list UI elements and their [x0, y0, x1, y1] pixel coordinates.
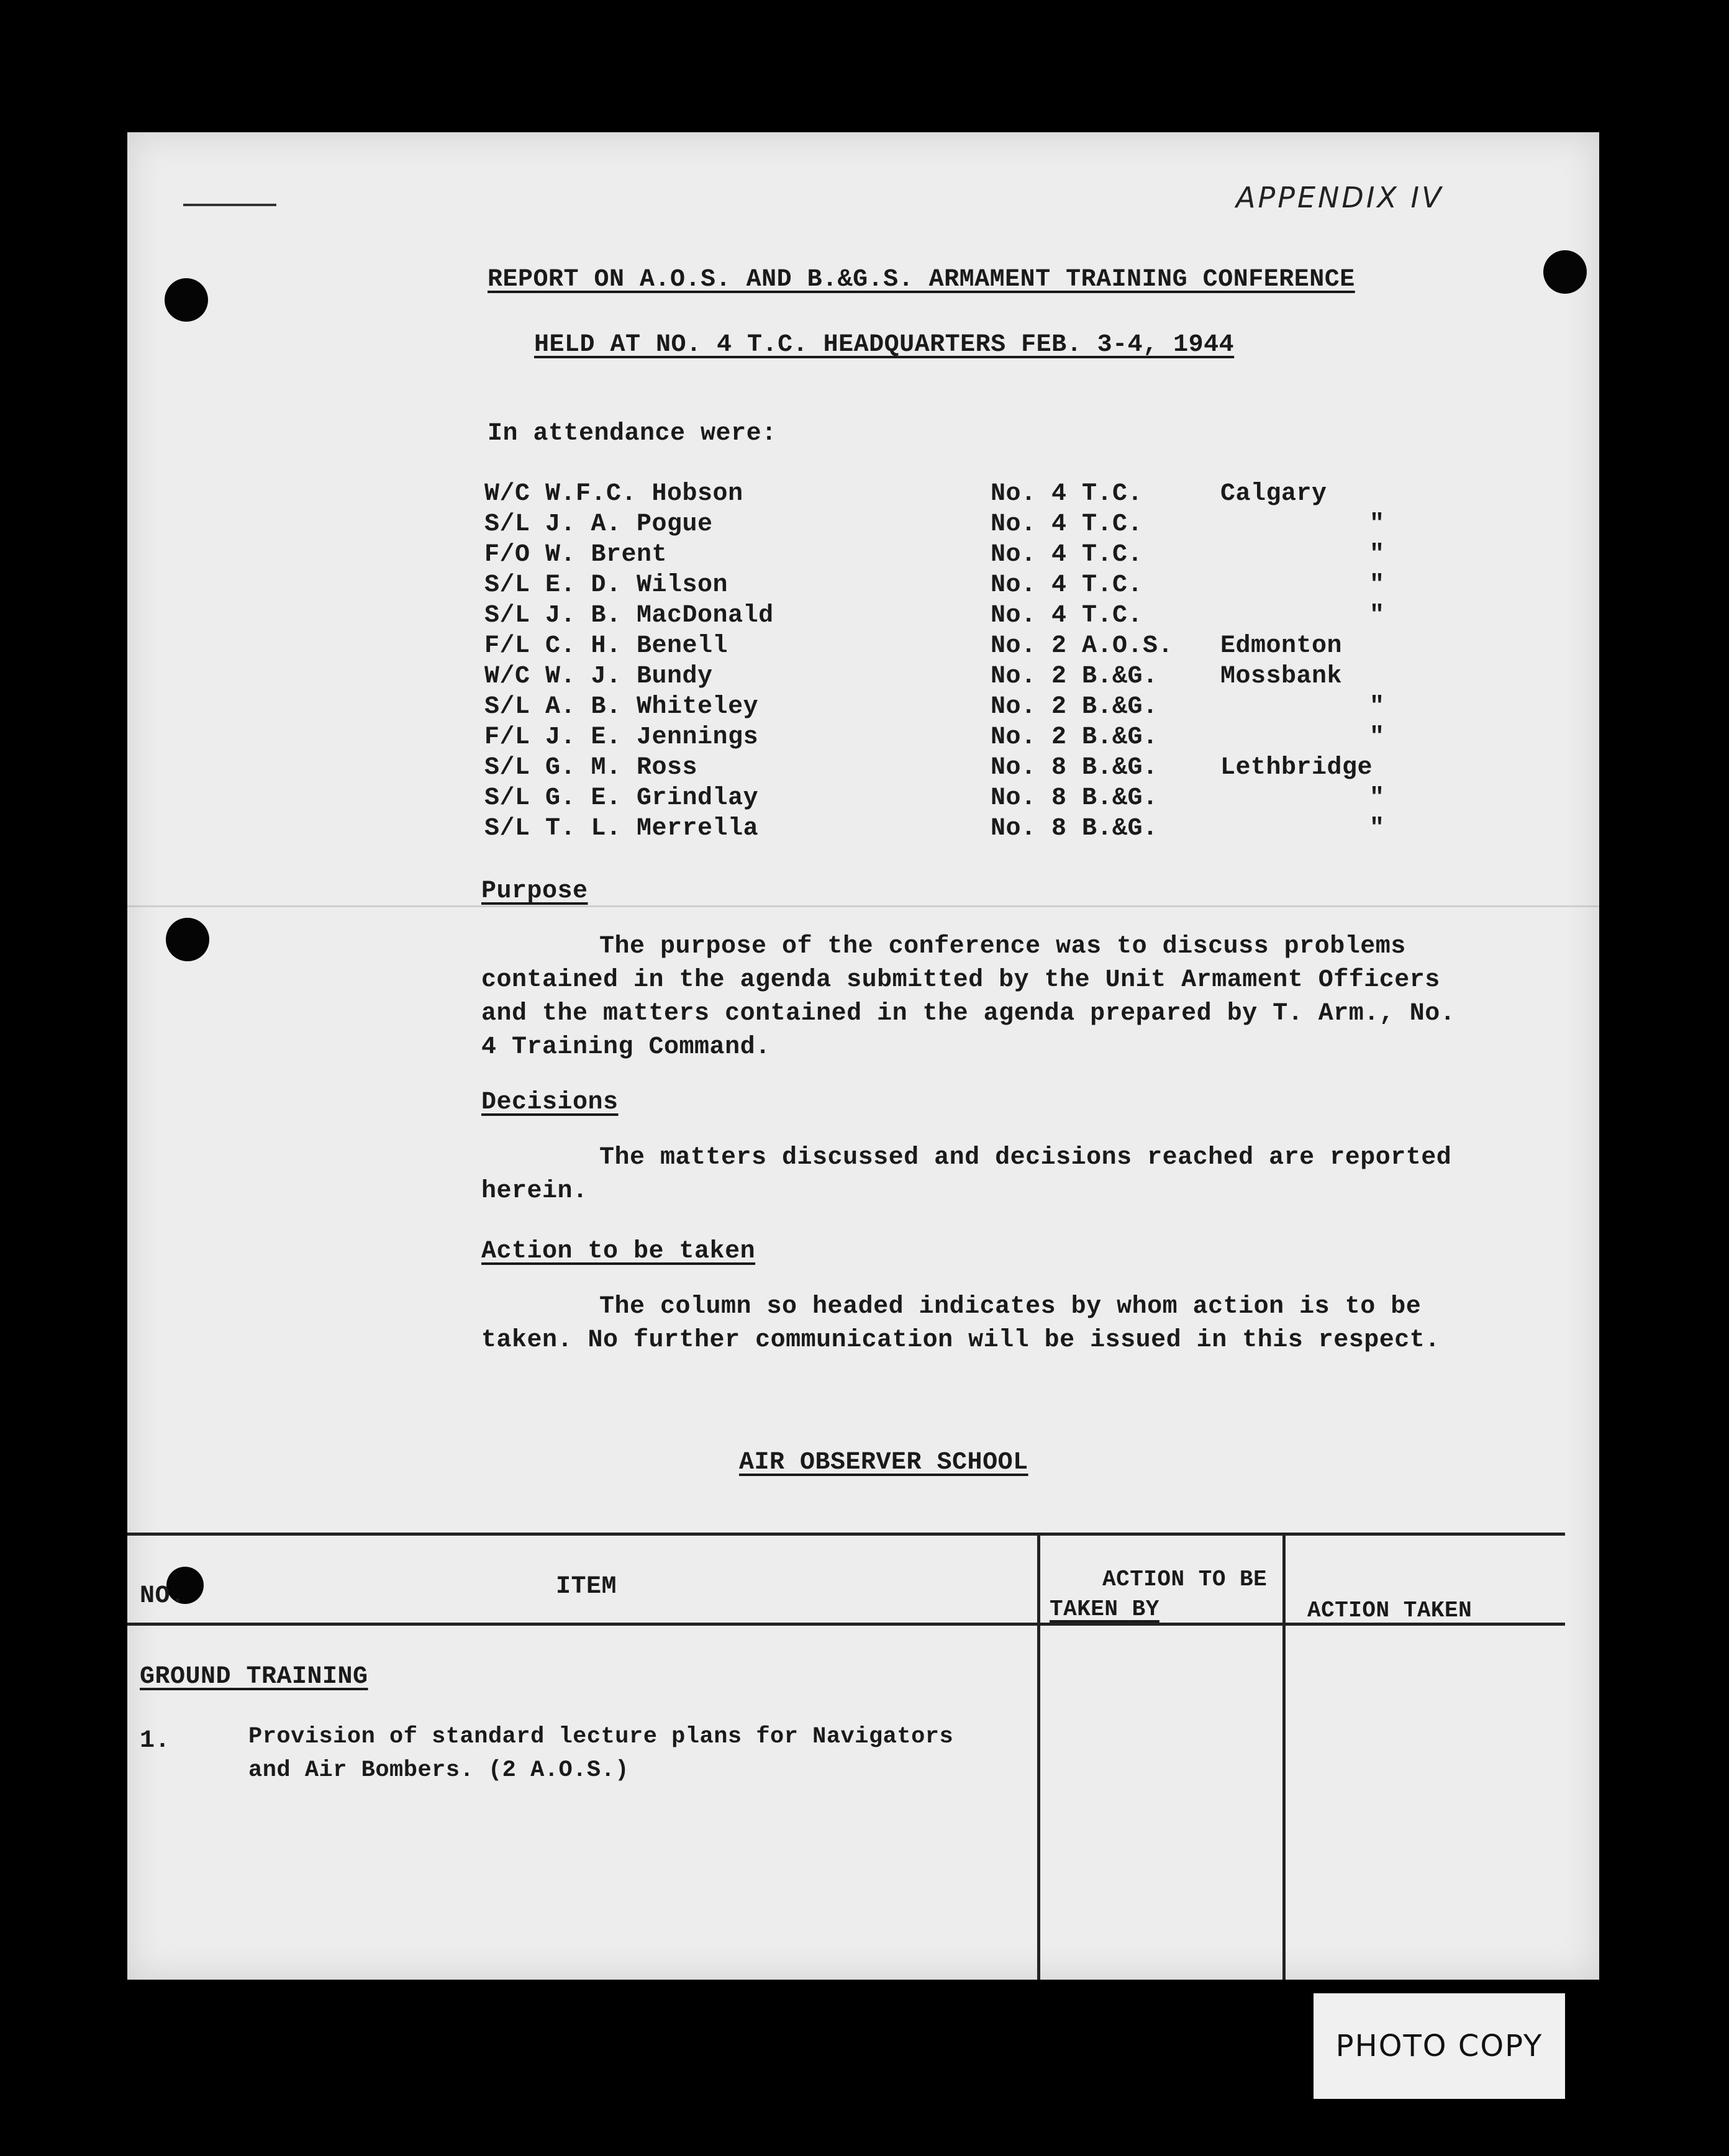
- attendee-place: Edmonton: [1220, 632, 1343, 660]
- action-text: The column so headed indicates by whom action is to be taken. No further communication will be issued in this respect.: [481, 1293, 1440, 1354]
- attendee-unit: No. 4 T.C.: [991, 480, 1143, 508]
- attendee-place: ": [1369, 510, 1385, 538]
- table-row-1-item-line2: and Air Bombers. (2 A.O.S.): [248, 1757, 629, 1783]
- attendee-name: S/L E. D. Wilson: [484, 571, 728, 599]
- table-header-no: NO.: [140, 1582, 186, 1610]
- punch-hole-mid-left: [166, 918, 209, 961]
- purpose-text: The purpose of the conference was to discuss problems contained in the agenda submitted by the Unit Armament Officers and the matters contained in the agenda prepared by T. Arm., No. 4 Training Command.: [481, 933, 1456, 1061]
- attendee-name: F/L J. E. Jennings: [484, 723, 759, 751]
- attendee-row: [127, 480, 1599, 511]
- table-row-1-item-line1: Provision of standard lecture plans for Navigators: [248, 1724, 954, 1750]
- table-col-divider-1: [1037, 1533, 1040, 1980]
- attendee-row: [127, 815, 1599, 846]
- attendee-row: [127, 723, 1599, 754]
- attendee-row: [127, 602, 1599, 633]
- attendee-place: Mossbank: [1220, 663, 1343, 691]
- decisions-heading: Decisions: [481, 1089, 619, 1116]
- attendee-place: ": [1369, 784, 1385, 812]
- attendee-name: S/L T. L. Merrella: [484, 815, 759, 843]
- attendee-name: S/L G. E. Grindlay: [484, 784, 759, 812]
- attendee-unit: No. 2 B.&G.: [991, 723, 1158, 751]
- section-title: AIR OBSERVER SCHOOL: [739, 1449, 1028, 1477]
- action-heading: Action to be taken: [481, 1238, 756, 1266]
- table-header-action-by-2: TAKEN BY: [1050, 1597, 1159, 1622]
- attendee-unit: No. 2 A.O.S.: [991, 632, 1174, 660]
- attendee-row: [127, 510, 1599, 541]
- attendee-unit: No. 4 T.C.: [991, 602, 1143, 630]
- table-header-action-taken: ACTION TAKEN: [1307, 1598, 1473, 1623]
- attendee-row: [127, 541, 1599, 572]
- punch-hole-top-left: [165, 278, 208, 322]
- attendee-unit: No. 8 B.&G.: [991, 754, 1158, 782]
- attendee-place: Lethbridge: [1220, 754, 1373, 782]
- report-title-line2: HELD AT NO. 4 T.C. HEADQUARTERS FEB. 3-4, 1944: [534, 331, 1235, 359]
- table-header-action-by-1: ACTION TO BE: [1102, 1567, 1268, 1592]
- attendee-place: ": [1369, 815, 1385, 843]
- attendee-row: [127, 663, 1599, 694]
- attendee-unit: No. 4 T.C.: [991, 571, 1143, 599]
- attendee-place: ": [1369, 571, 1385, 599]
- appendix-mark: APPENDIX IV: [1236, 181, 1444, 214]
- table-top-rule: [127, 1533, 1565, 1536]
- attendee-name: S/L J. B. MacDonald: [484, 602, 774, 630]
- attendee-unit: No. 4 T.C.: [991, 541, 1143, 569]
- attendee-unit: No. 8 B.&G.: [991, 815, 1158, 843]
- attendee-name: W/C W. J. Bundy: [484, 663, 713, 691]
- pencil-mark: [183, 204, 276, 206]
- attendee-place: ": [1369, 602, 1385, 630]
- attendee-name: F/O W. Brent: [484, 541, 668, 569]
- table-header-item: ITEM: [556, 1573, 617, 1601]
- decisions-text: The matters discussed and decisions reached are reported herein.: [481, 1144, 1452, 1205]
- attendee-name: S/L J. A. Pogue: [484, 510, 713, 538]
- attendee-place: ": [1369, 723, 1385, 751]
- report-title-line1: REPORT ON A.O.S. AND B.&G.S. ARMAMENT TRAINING CONFERENCE: [488, 266, 1355, 294]
- attendee-unit: No. 4 T.C.: [991, 510, 1143, 538]
- table-col-divider-2: [1282, 1533, 1286, 1980]
- photocopy-label: PHOTO COPY: [1314, 1993, 1565, 2099]
- attendee-unit: No. 8 B.&G.: [991, 784, 1158, 812]
- attendee-row: [127, 784, 1599, 815]
- attendee-name: F/L C. H. Benell: [484, 632, 728, 660]
- attendee-row: [127, 693, 1599, 724]
- attendee-name: W/C W.F.C. Hobson: [484, 480, 743, 508]
- document-page: [127, 132, 1599, 1980]
- attendee-place: ": [1369, 693, 1385, 721]
- attendee-name: S/L A. B. Whiteley: [484, 693, 759, 721]
- table-group-heading: GROUND TRAINING: [140, 1663, 368, 1691]
- attendee-row: [127, 632, 1599, 663]
- attendee-place: ": [1369, 541, 1385, 569]
- attendee-unit: No. 2 B.&G.: [991, 663, 1158, 691]
- attendee-row: [127, 754, 1599, 785]
- purpose-heading: Purpose: [481, 877, 588, 905]
- punch-hole-top-right: [1543, 250, 1587, 294]
- attendee-name: S/L G. M. Ross: [484, 754, 698, 782]
- attendee-place: Calgary: [1220, 480, 1327, 508]
- attendance-intro: In attendance were:: [488, 420, 777, 448]
- attendee-row: [127, 571, 1599, 602]
- table-row-1-no: 1.: [140, 1727, 171, 1755]
- attendee-unit: No. 2 B.&G.: [991, 693, 1158, 721]
